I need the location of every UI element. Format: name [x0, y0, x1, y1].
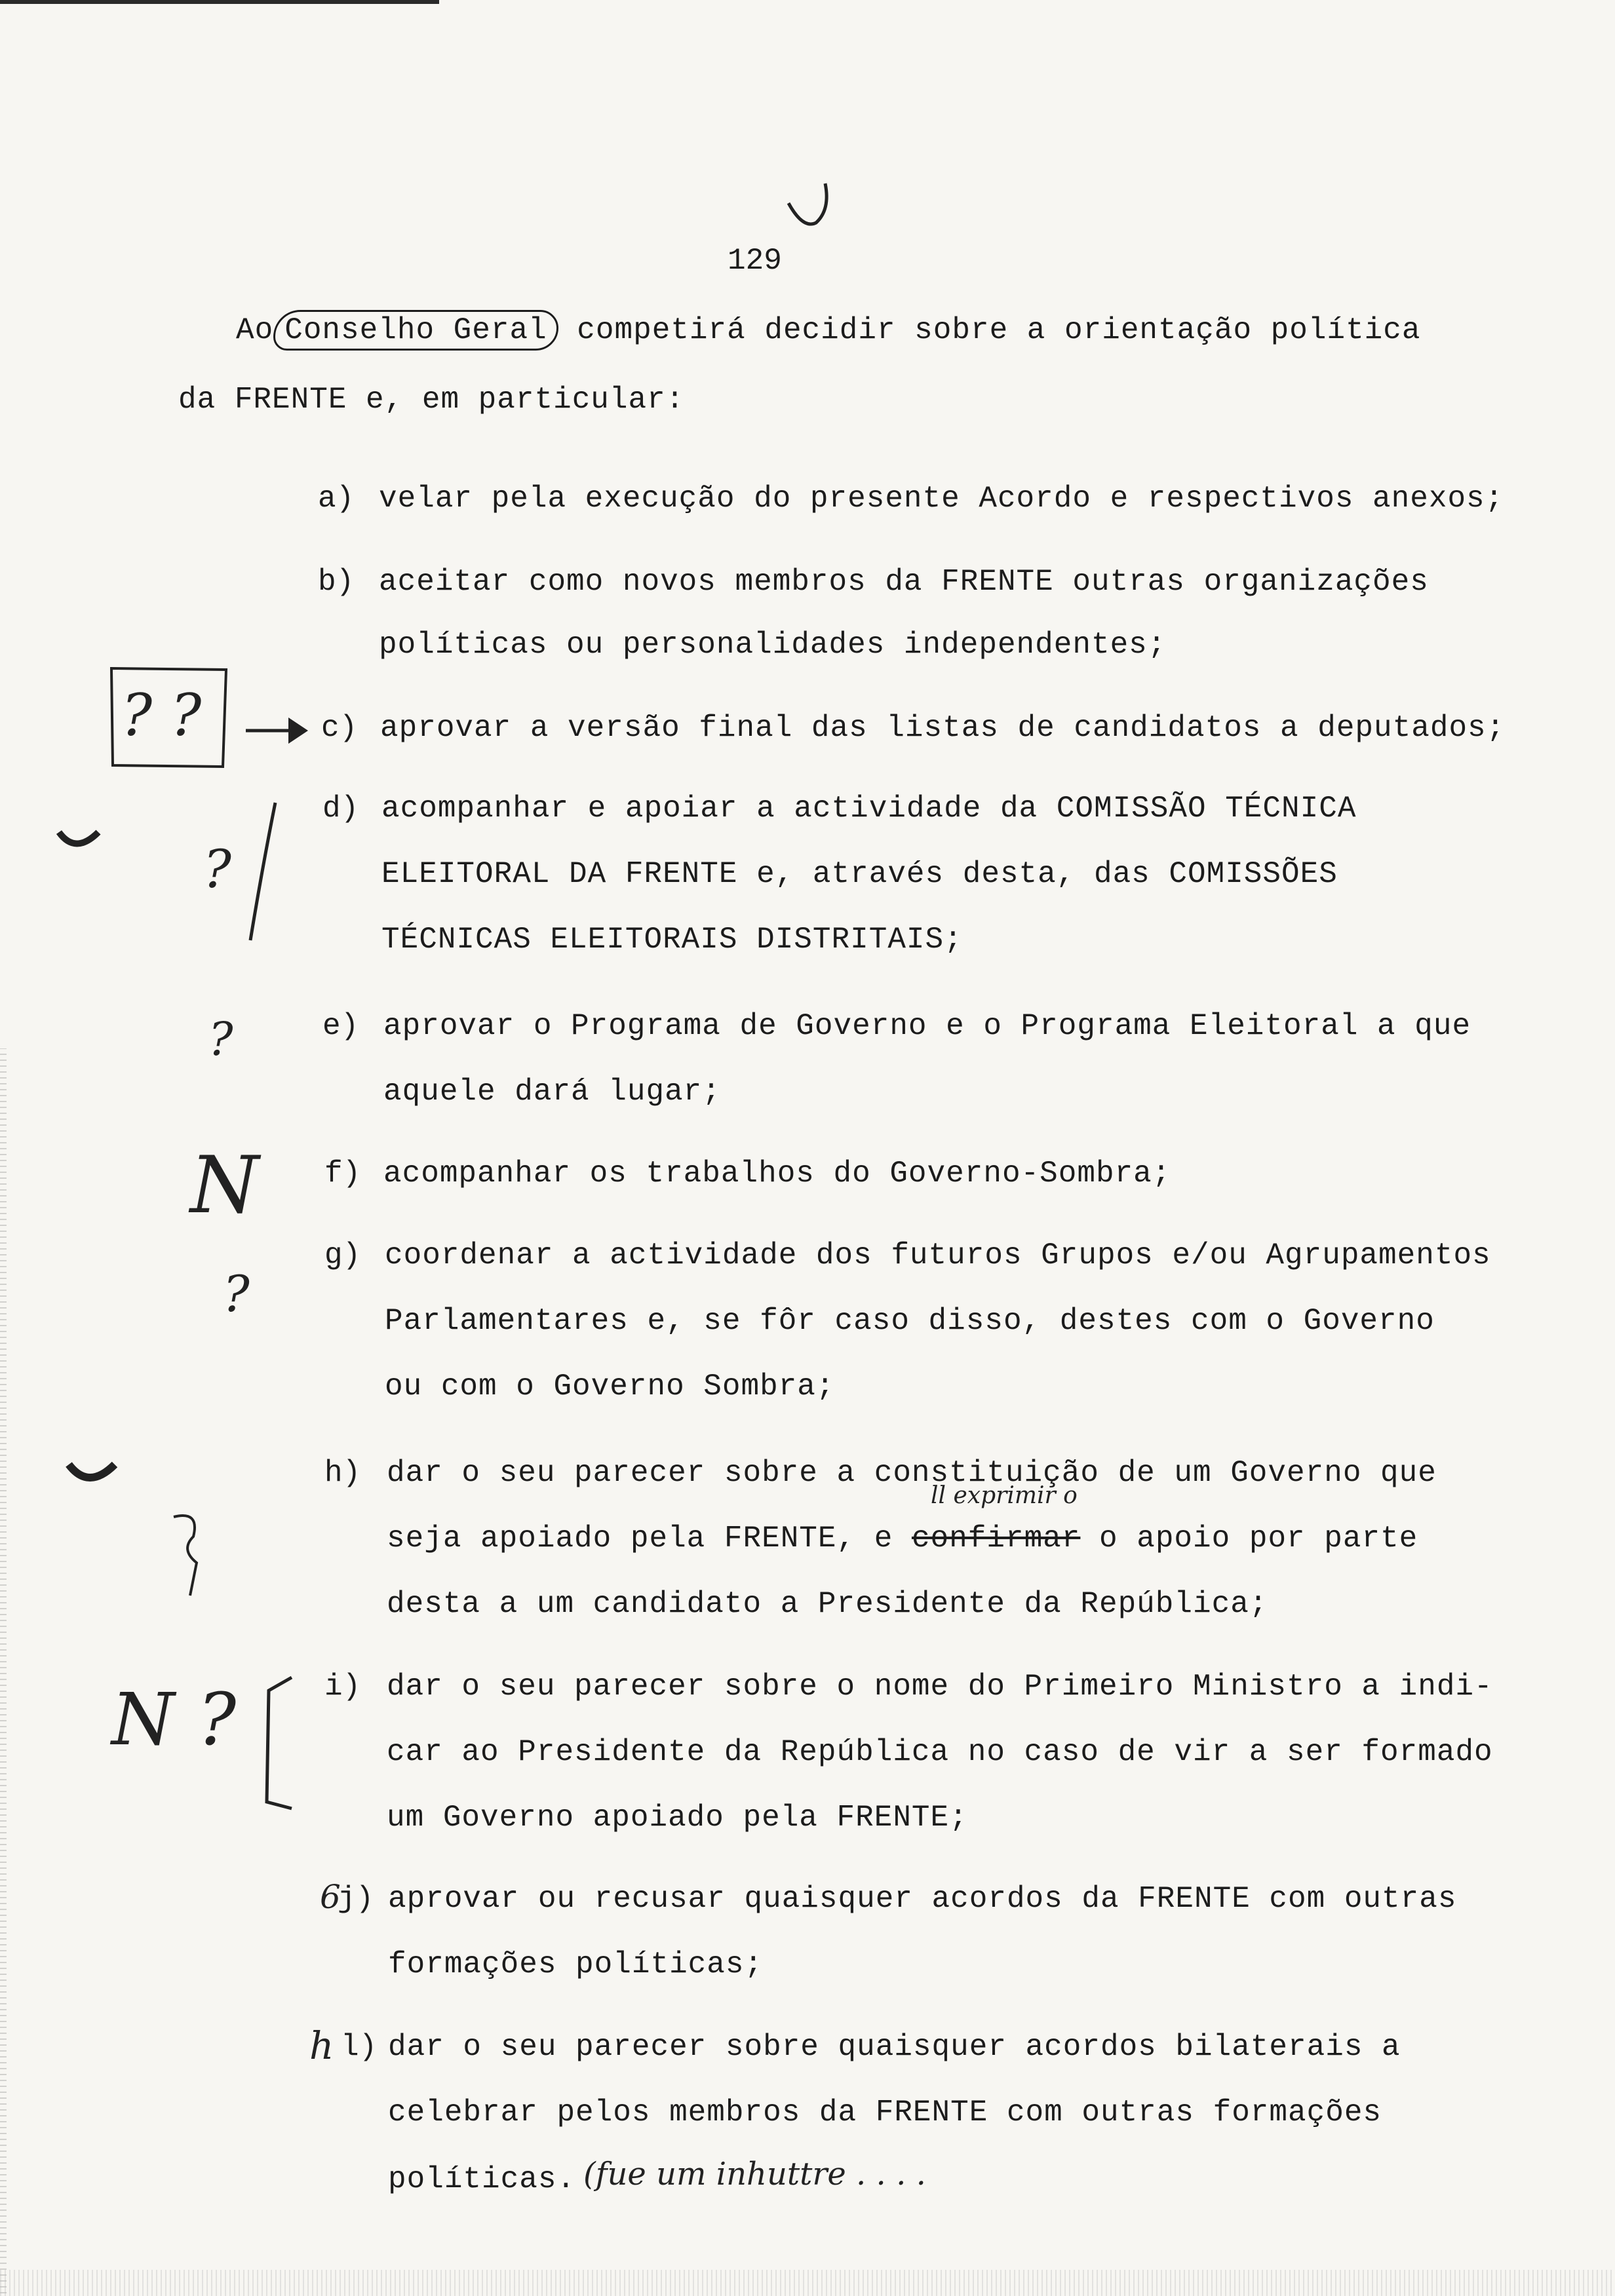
item-b-line-2: políticas ou personalidades independentes; — [379, 628, 1167, 662]
item-j-line-1: aprovar ou recusar quaisquer acordos da FRENTE com outras — [388, 1882, 1457, 1916]
checkmark-icon — [783, 177, 842, 236]
smile-mark-h — [62, 1448, 121, 1494]
item-d-line-2: ELEITORAL DA FRENTE e, através desta, das COMISSÕES — [381, 857, 1338, 891]
squiggle-mark-h — [167, 1504, 213, 1602]
item-h-line-3: desta a um candidato a Presidente da República; — [387, 1587, 1268, 1621]
intro-line-1 — [236, 313, 1421, 347]
item-d-line-3: TÉCNICAS ELEITORAIS DISTRITAIS; — [381, 923, 963, 957]
item-f-label: f) — [324, 1157, 361, 1191]
item-e-label: e) — [322, 1009, 359, 1043]
item-c-line-1: aprovar a versão final das listas de candidatos a deputados; — [380, 711, 1506, 745]
question-mark-d: ? — [203, 839, 231, 900]
item-b-line-1: aceitar como novos membros da FRENTE outras organizações — [379, 565, 1429, 599]
item-l-line-3: políticas. — [388, 2162, 576, 2196]
scan-edge-noise — [0, 1048, 7, 2293]
top-rule — [0, 0, 439, 4]
item-h-line-2 — [387, 1521, 1418, 1556]
mark-f: N — [190, 1140, 259, 1231]
circled-term: Conselho Geral — [273, 310, 558, 351]
intro-suffix: competirá decidir sobre a orientação política — [577, 313, 1421, 347]
item-h-struck-word: confirmar — [911, 1521, 1081, 1556]
intro-prefix: Ao — [236, 313, 274, 347]
intro-line-2: da FRENTE e, em particular: — [178, 383, 685, 417]
item-h-label: h) — [324, 1456, 361, 1490]
question-mark-e: ? — [208, 1012, 233, 1066]
item-h-line-2-suffix: o apoio por parte — [1099, 1521, 1418, 1556]
question-mark-g: ? — [223, 1265, 250, 1323]
item-i-line-3: um Governo apoiado pela FRENTE; — [387, 1801, 968, 1835]
item-b-label: b) — [318, 565, 355, 599]
item-g-line-1: coordenar a actividade dos futuros Grupos e/ou Agrupamentos — [385, 1238, 1491, 1272]
item-l-line-2: celebrar pelos membros da FRENTE com outras formações — [388, 2095, 1382, 2130]
item-d-line-1: acompanhar e apoiar a actividade da COMISSÃO TÉCNICA — [381, 792, 1357, 826]
item-h-line-1: dar o seu parecer sobre a constituição de um Governo que — [387, 1456, 1437, 1490]
page-number: 129 — [728, 244, 782, 278]
item-l-label: l) — [341, 2030, 378, 2064]
smile-mark-d — [52, 819, 105, 858]
item-l-hand-label: h — [309, 2023, 334, 2068]
item-j-label: j) — [338, 1882, 374, 1916]
item-i-label: i) — [324, 1670, 361, 1704]
item-j-hand-label: 6 — [320, 1878, 341, 1916]
item-e-line-2: aquele dará lugar; — [383, 1075, 721, 1109]
item-l-line-1: dar o seu parecer sobre quaisquer acordos bilaterais a — [388, 2030, 1401, 2064]
item-i-line-2: car ao Presidente da República no caso de vir a ser formado — [387, 1735, 1493, 1769]
handwritten-insert-h: ll exprimir o — [931, 1482, 1078, 1509]
mark-i: N ? — [111, 1677, 237, 1761]
item-e-line-1: aprovar o Programa de Governo e o Programa Eleitoral a que — [383, 1009, 1471, 1043]
box-question-marks: ? ? — [121, 681, 202, 749]
item-a-label: a) — [318, 482, 355, 516]
item-g-label: g) — [324, 1238, 361, 1272]
item-c-label: c) — [321, 711, 358, 745]
item-g-line-3: ou com o Governo Sombra; — [385, 1369, 835, 1404]
item-j-line-2: formações políticas; — [388, 1947, 764, 1981]
item-g-line-2: Parlamentares e, se fôr caso disso, destes com o Governo — [385, 1304, 1435, 1338]
handwritten-end-note: (fue um inhuttre . . . . — [583, 2156, 926, 2192]
item-h-line-2-prefix: seja apoiado pela FRENTE, e — [387, 1521, 893, 1556]
arrow-right-icon — [243, 711, 315, 750]
item-i-line-1: dar o seu parecer sobre o nome do Primeiro Ministro a indi- — [387, 1670, 1493, 1704]
scan-bottom-noise — [0, 2270, 1615, 2296]
item-d-label: d) — [322, 792, 359, 826]
item-a-line-1: velar pela execução do presente Acordo e respectivos anexos; — [379, 482, 1504, 516]
item-f-line-1: acompanhar os trabalhos do Governo-Sombra; — [383, 1157, 1171, 1191]
bracket-mark-i — [259, 1671, 305, 1822]
bracket-mark-d — [236, 796, 288, 947]
